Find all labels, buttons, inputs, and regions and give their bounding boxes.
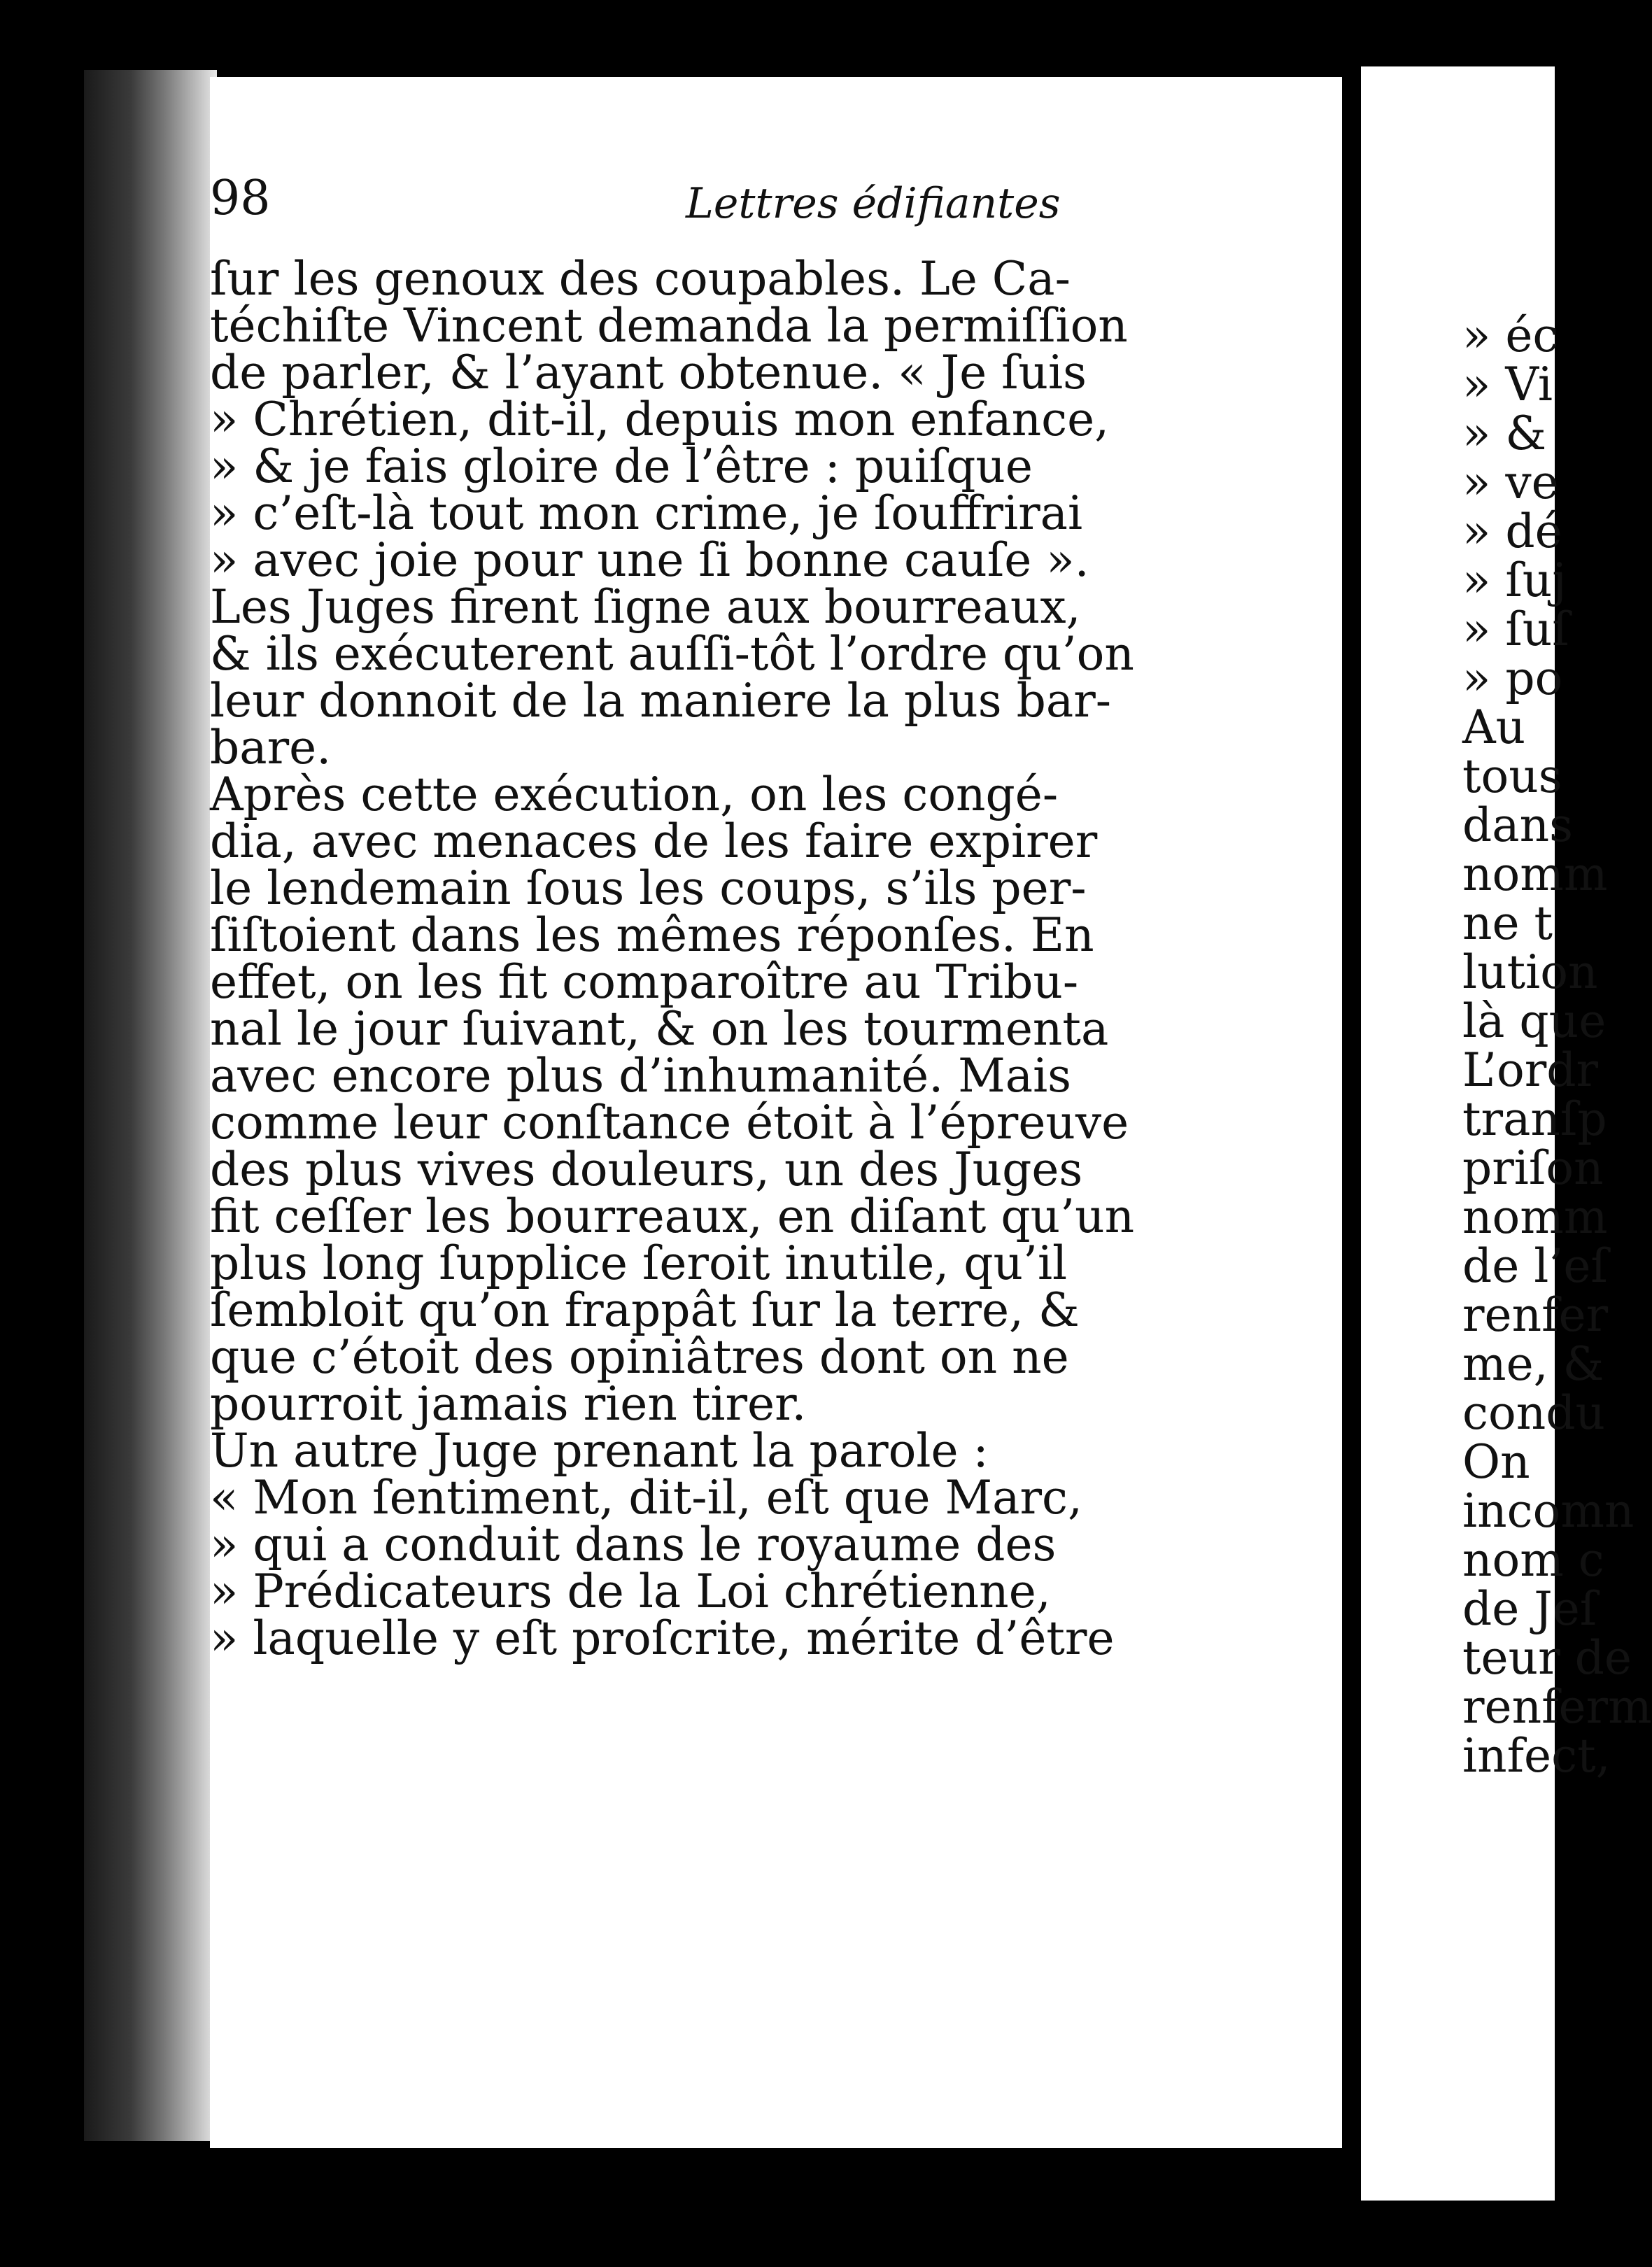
text-line: de parler, & l’ayant obtenue. « Je ſuis	[210, 346, 1087, 400]
text-line: effet, on les fit comparoître au Tribu-	[210, 955, 1079, 1009]
text-line: nomm	[1462, 1190, 1608, 1244]
text-line: nomm	[1462, 847, 1608, 901]
text-line: ſembloit qu’on frappât ſur la terre, &	[210, 1283, 1080, 1337]
text-line: des plus vives douleurs, un des Juges	[210, 1143, 1083, 1196]
right-page-text	[1462, 309, 1652, 1783]
text-line: lution	[1462, 945, 1598, 999]
text-line: & ils exécuterent auſſi-tôt l’ordre qu’on	[210, 627, 1134, 681]
text-line: que c’étoit des opiniâtres dont on ne	[210, 1330, 1069, 1384]
text-line: » ſuſ	[1462, 602, 1569, 656]
left-body	[210, 252, 1273, 1665]
text-line: priſon	[1462, 1141, 1604, 1195]
text-line: Les Juges firent ſigne aux bourreaux,	[210, 580, 1081, 634]
text-line: tous	[1462, 749, 1562, 803]
text-line: nom c	[1462, 1533, 1604, 1587]
text-line: » po	[1462, 651, 1563, 705]
text-line: tranſp	[1462, 1092, 1607, 1146]
text-line: leur donnoit de la maniere la plus bar-	[210, 674, 1112, 728]
page-stack-edge	[84, 70, 217, 2141]
text-line: L’ordr	[1462, 1043, 1599, 1097]
text-line: plus long ſupplice ſeroit inutile, qu’il	[210, 1236, 1068, 1290]
text-line: avec encore plus d’inhumanité. Mais	[210, 1049, 1072, 1103]
running-title: Lettres édifiantes	[686, 179, 1061, 228]
text-line: renfer	[1462, 1288, 1609, 1342]
text-line: » ve	[1462, 455, 1559, 509]
text-line: Un autre Juge prenant la parole :	[210, 1424, 989, 1478]
text-line: » & je fais gloire de l’être : puiſque	[210, 439, 1033, 493]
text-line: » c’eſt-là tout mon crime, je ſouffrirai	[210, 486, 1083, 540]
text-line: ne t	[1462, 896, 1553, 950]
text-line: » &	[1462, 407, 1547, 460]
text-line: On	[1462, 1435, 1530, 1489]
text-line: « Mon ſentiment, dit-il, eſt que Marc,	[210, 1471, 1082, 1525]
text-line: renferm	[1462, 1680, 1652, 1734]
text-line: » dé	[1462, 504, 1562, 558]
text-line: condu	[1462, 1386, 1605, 1440]
text-line: » ſuj	[1462, 553, 1567, 607]
text-line: comme leur conſtance étoit à l’épreuve	[210, 1096, 1129, 1150]
text-line: dia, avec menaces de les faire expirer	[210, 814, 1098, 868]
text-line: » Prédicateurs de la Loi chrétienne,	[210, 1565, 1051, 1618]
text-line: me, &	[1462, 1337, 1604, 1391]
text-line: » Chrétien, dit-il, depuis mon enfance,	[210, 393, 1110, 446]
text-line: teur de	[1462, 1631, 1632, 1685]
text-line: » qui a conduit dans le royaume des	[210, 1518, 1057, 1572]
text-line: nal le jour ſuivant, & on les tourmenta	[210, 1002, 1109, 1056]
text-line: » avec joie pour une ſi bonne cauſe ».	[210, 533, 1089, 587]
text-line: là que	[1462, 994, 1607, 1048]
text-line: bare.	[210, 721, 332, 775]
text-line: Au	[1462, 700, 1526, 754]
text-line: fit ceſſer les bourreaux, en diſant qu’un	[210, 1189, 1135, 1243]
text-line: de Jeſ	[1462, 1582, 1597, 1636]
text-line: Après cette exécution, on les congé-	[210, 768, 1059, 821]
text-line: de l’eſ	[1462, 1239, 1608, 1293]
text-line: le lendemain ſous les coups, s’ils per-	[210, 861, 1087, 915]
text-line: ſiſtoient dans les mêmes réponſes. En	[210, 908, 1094, 962]
text-line: infect,	[1462, 1729, 1611, 1783]
text-line: dans	[1462, 798, 1573, 852]
text-line: » laquelle y eſt proſcrite, mérite d’être	[210, 1611, 1115, 1665]
text-line: ſur les genoux des coupables. Le Ca-	[210, 252, 1071, 306]
text-line: » éc	[1462, 309, 1559, 362]
text-line: » Vi	[1462, 358, 1553, 411]
page-number: 98	[210, 171, 271, 226]
text-line: incomn	[1462, 1484, 1635, 1538]
text-line: téchiſte Vincent demanda la permiſſion	[210, 299, 1128, 353]
text-line: pourroit jamais rien tirer.	[210, 1377, 807, 1431]
